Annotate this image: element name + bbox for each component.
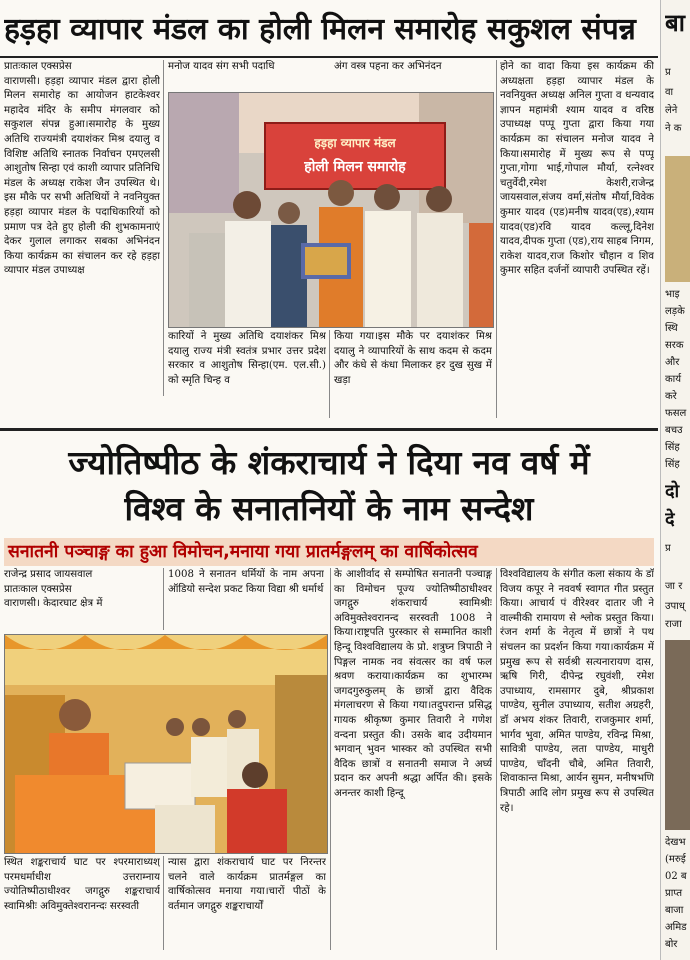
side-line: प्राप्त	[665, 888, 683, 899]
column-divider	[496, 568, 497, 950]
column-divider	[496, 60, 497, 418]
side-line: लड़के	[665, 306, 685, 317]
side-line: और	[665, 357, 680, 368]
column-divider	[330, 568, 331, 950]
story2-column-2-bottom: न्यास द्वारा शंकराचार्य घाट पर निरन्तर चलने वाले कार्यक्रम प्रातर्मङ्गल का वार्षिकोत्सव मनाया गया।चारों पीठों के वर्तमान जगद्गुरु शङ्कराचार्यों	[168, 857, 326, 912]
column-divider	[329, 330, 330, 418]
side-line: जा र	[665, 581, 683, 592]
column-divider	[163, 568, 164, 630]
side-line: उपाध्	[665, 601, 685, 612]
side-line: प्र	[665, 543, 671, 554]
column-divider	[163, 856, 164, 950]
side-line: सिंह	[665, 442, 680, 453]
side-line: ने क	[665, 123, 682, 134]
column-divider	[163, 60, 164, 396]
side-line: बाजा	[665, 905, 684, 916]
side-line: कार्य	[665, 374, 682, 385]
side-line: करे	[665, 391, 677, 402]
story2-column-3: के आशीर्वाद से सम्पोषित सनातनी पञ्चाङ्ग का विमोचन पूज्य ज्योतिष्पीठाधीश्वर जगद्गुरु शंकराचार्य स्वामिश्रीः अविमुक्तेश्वरानन्द सरस्वती 1008 ने किया।राष्ट्रपति पुरस्कार से सम्मानित काशी हिन्दू विश्वविद्यालय के प्रो. शत्रुघ्न त्रिपाठी ने पिङ्गल नामक नव संवत्सर का वर्ष फल श्रवण कराया।कार्यक्रम का शुभारम्भ जगदगुरुकुलम् के छात्रों द्वारा वैदिक मंगलाचरण से किया गया।तदुपरान्त प्रसिद्ध गायक श्रीकृष्ण कुमार तिवारी ने गणेश वन्दना प्रस्तुत की। उसके बाद उदीयमान भगवान् भुवन भास्कर को उपस्थित सभी वैदिक छात्रों व सनातनी समाज ने अर्घ्य प्रदान कर अपनी श्रद्धा अर्पित की। इसके अनन्तर काशी हिन्दू	[334, 569, 492, 799]
side-heading-2: दे	[665, 509, 675, 530]
story2-subhead: सनातनी पञ्चाङ्ग का हुआ विमोचन,मनाया गया प्रातर्मङ्गलम् का वार्षिकोत्सव	[4, 538, 654, 566]
side-line: बचउ	[665, 425, 683, 436]
side-line: 02 ब	[665, 871, 687, 882]
story1-column-3-bottom: किया गया।इस मौके पर दयाशंकर मिश्र दयालु ने व्यापारियों के साथ कदम से कदम और कंधे से कंधा मिलाकर हर दुख सुख में खड़ा	[334, 331, 492, 386]
side-heading-2: दो	[665, 481, 680, 502]
banner-line-1: हड़हा व्यापार मंडल	[314, 136, 396, 150]
side-line: देखभ	[665, 837, 686, 848]
side-photo	[665, 156, 690, 282]
story1-column-3-top: अंग वस्त्र पहना कर अभिनंदन	[334, 61, 442, 72]
adjacent-column-strip	[660, 0, 690, 960]
story1-photo	[168, 92, 494, 328]
side-line: वा	[665, 87, 674, 98]
story2-headline	[0, 440, 658, 532]
story2-headline-line-2: विश्व के सनातनियों के नाम सन्देश	[124, 489, 534, 528]
story2-photo	[4, 634, 328, 854]
story2-headline-line-1: ज्योतिष्पीठ के शंकराचार्य ने दिया नव वर्ष में	[68, 443, 590, 482]
side-line: भाइ	[665, 289, 680, 300]
side-line: प्र	[665, 67, 671, 78]
story2-column-1-top: राजेन्द्र प्रसाद जायसवाल प्रातःकाल एक्सप्रेस वाराणसी। केदारघाट क्षेत्र में	[4, 569, 103, 610]
side-line: (मरुई	[665, 854, 686, 865]
side-photo	[665, 640, 690, 830]
side-heading-1: बा	[665, 9, 685, 37]
story2-column-1-bottom: स्थित शङ्कराचार्य घाट पर श्परमाराध्यश् परमधर्माधीश उत्तराम्नाय ज्योतिष्पीठाधीश्वर जगद्गुरु शङ्कराचार्य स्वामिश्रीः अविमुक्तेश्वरानन्दः सरस्वती	[4, 857, 160, 912]
side-line: लेने	[665, 105, 678, 116]
side-line: स्थि	[665, 323, 678, 334]
story1-headline: हड़हा व्यापार मंडल का होली मिलन समारोह सकुशल संपन्न	[4, 12, 636, 47]
story2-column-4: विश्वविद्यालय के संगीत कला संकाय के डॉ विजय कपूर ने नववर्ष स्वागत गीत प्रस्तुत किया। आचार्य पं वीरेश्वर दातार जी ने वाल्मीकी रामायण से श्लोक प्रस्तुत किया। रंजन शर्मा के नेतृत्व में छात्रों ने पथ संचलन का प्रदर्शन किया गया।कार्यक्रम में प्रमुख रूप से सर्वश्री सत्यनारायण दास, ऋषि गिरी, दीपेन्द्र रघुवंशी, रमेश उपाध्याय, रामसागर दुबे, श्रीप्रकाश पाण्डेय, सुनील उपाध्याय, सतीश अग्रहरी, डॉ अभय शंकर तिवारी, राजकुमार शर्मा, भार्गव भुवा, अमित पाण्डेय, रविन्द्र मिश्रा, सावित्री पाण्डेय, लता पाण्डेय, माधुरी पाण्डेय, चाँदनी चौबे, अमित तिवारी, शिवाकान्त मिश्रा, आर्यन सुमन, मनीषभणि त्रिपाठी आदि लोग प्रमुख रूप से उपस्थित रहे।	[500, 569, 654, 814]
story1-column-2-bottom: कारियों ने मुख्य अतिथि दयाशंकर मिश्र दयालु राज्य मंत्री स्वतंत्र प्रभार उत्तर प्रदेश सरकार व आशुतोष सिन्हा(एम. एल.सी.) को स्मृति चिन्ह व	[168, 331, 326, 386]
banner-line-2: होली मिलन समारोह	[304, 159, 406, 175]
story1-column-2-top: मनोज यादव संग सभी पदाधि	[168, 61, 275, 72]
side-line: सरक	[665, 340, 684, 351]
side-line: सिंह	[665, 459, 680, 470]
side-line: अमिड	[665, 922, 687, 933]
story1-column-4: होने का वादा किया इस कार्यक्रम की अध्यक्षता हड़हा व्यापार मंडल के नवनियुक्त अध्यक्ष अनिल गुप्ता व धन्यवाद ज्ञापन महामंत्री श्याम यादव व वरिष्ठ उपाध्यक्ष पप्पू गुप्ता द्वारा किया गया कार्यक्रम का संचालन मनोज यादव ने किया।समारोह में मुख्य रूप से पप्पू गुप्ता,गोगा भाई,गोपाल मौर्या, रत्नेश्वर चतुर्वेदी,रमेश केशरी,राजेन्द्र जायसवाल,संजय वर्मा,संतोष मौर्या,विवेक कुमार यादव (एड)मनीष यादव(एड),श्याम यादव(एड)रवि यादव कल्लू,दिनेश यादव,दीपक गुप्ता (एड),राय साहब निगम, राकेश यादव,राज किशोर चौहान व शिव कुमार सहित दर्जनों व्यापारी उपस्थित रहें।	[500, 61, 654, 277]
story2-column-2-top: 1008 ने सनातन धर्मियों के नाम अपना ऑडियो सन्देश प्रकट किया विद्या श्री धर्मार्थ	[168, 569, 324, 595]
section-rule	[0, 428, 658, 431]
side-line: बोर	[665, 939, 678, 950]
side-line: राजा	[665, 619, 682, 630]
story1-column-1: प्रातःकाल एक्सप्रेस वाराणसी। हड़हा व्यापार मंडल द्वारा होली मिलन समारोह का आयोजन हाटकेश्वर महादेव मंदिर के समीप मंगलवार को सकुशल संपन्न हुआ।समारोह के मुख्य अतिथि राज्यमंत्री दयाशंकर मिश्र दयालु व विशिष्ट अतिथि स्नातक निर्वाचन एमएलसी आशुतोष सिन्हा एवं काशी व्यापार प्रतिनिधि मंडल के अध्यक्ष राकेश जैन उपस्थित थे।इस मौके पर सभी अतिथियों ने नवनियुक्त हड़हा व्यापार मंडल के पदाधिकारियों को प्रमाण पत्र देते हुए होली की शुभकामनाएं देकर गुलाल लगाकर सबका अभिनंदन किया कार्यक्रम का संचालन कर रहे हड़हा व्यापार मंडल उपाध्यक्ष	[4, 61, 160, 277]
side-line: फसल	[665, 408, 687, 419]
headline-rule	[0, 56, 658, 58]
